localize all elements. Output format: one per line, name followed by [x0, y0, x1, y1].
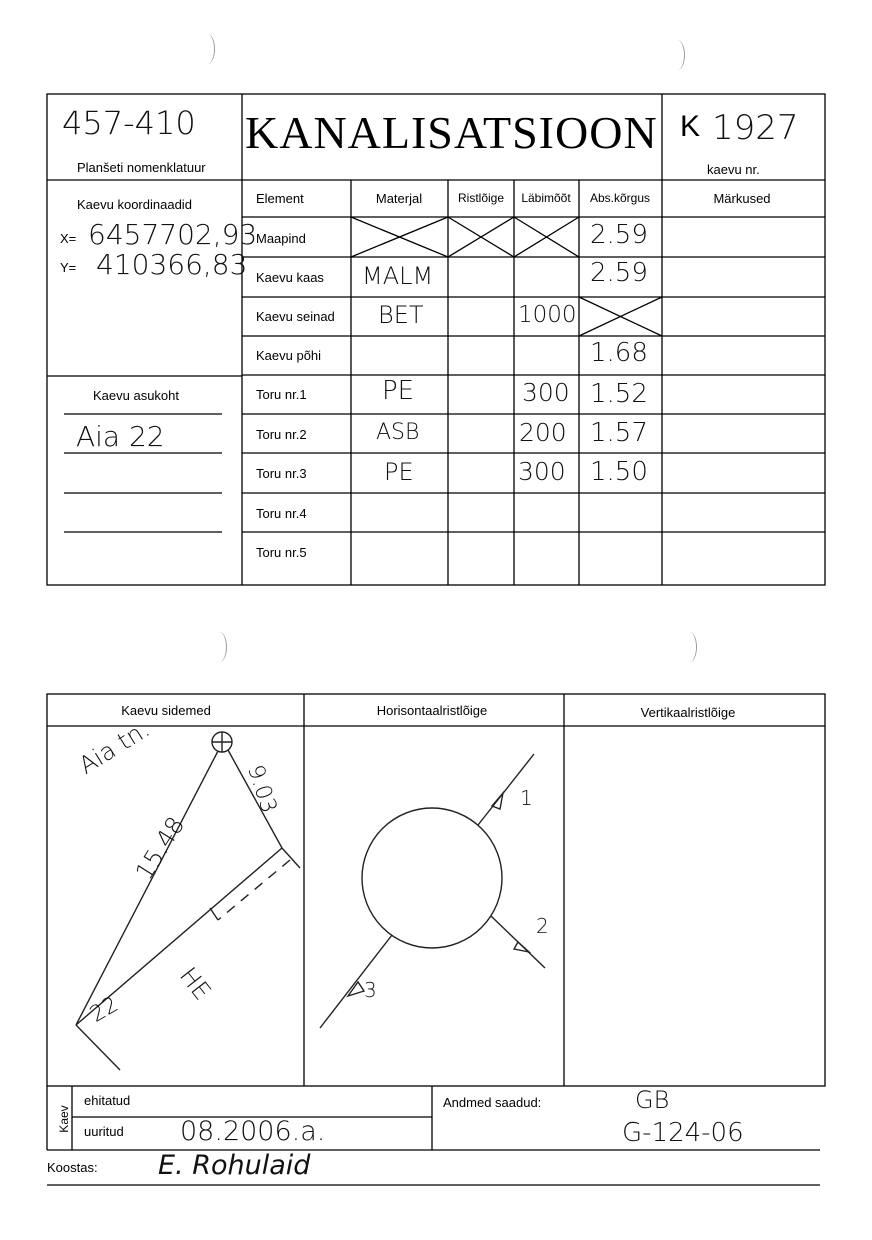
table-row-element: Toru nr.5 — [256, 545, 307, 560]
cell-materjal: MALM — [362, 262, 434, 290]
table-row-element: Kaevu põhi — [256, 348, 322, 363]
cell-labimoot: 300 — [522, 378, 570, 407]
pipe-number-3: 3 — [364, 978, 377, 1002]
pipe-number-1: 1 — [520, 786, 533, 810]
cell-labimoot: 1000 — [518, 302, 577, 328]
horizontal-section-header: Horisontaalristlõige — [376, 703, 488, 718]
cell-materjal: BET — [378, 301, 424, 329]
y-coordinate-value: 410366,83 — [96, 248, 248, 281]
cell-abs-korgus: 1.57 — [590, 418, 648, 448]
distance-long-label: 15.48 — [130, 811, 191, 885]
nomenclature-value: 457-410 — [62, 104, 196, 142]
cell-abs-korgus: 1.52 — [590, 379, 648, 409]
column-header-element: Element — [256, 191, 304, 206]
compiled-value: E. Rohulaid — [158, 1150, 311, 1181]
distance-short-label: 9.03 — [242, 762, 282, 817]
column-header-materjal: Materjal — [375, 191, 423, 206]
table-row-element: Toru nr.3 — [256, 466, 307, 481]
column-header-labimoot: Läbimõõt — [521, 191, 571, 205]
well-number-label: kaevu nr. — [707, 162, 760, 177]
street-label: Aia tn. — [74, 714, 155, 780]
cell-abs-korgus: 1.68 — [590, 338, 648, 368]
well-prefix: K — [680, 110, 701, 143]
cell-abs-korgus: 2.59 — [590, 220, 648, 250]
table-row-element: Kaevu kaas — [256, 270, 324, 285]
cell-labimoot: 300 — [518, 457, 566, 486]
cell-materjal: PE — [384, 458, 414, 486]
column-header-ristloige: Ristlõige — [457, 191, 505, 205]
location-label: Kaevu asukoht — [93, 388, 180, 403]
compiled-label: Koostas: — [47, 1160, 98, 1175]
well-number: 1927 — [712, 108, 799, 148]
column-header-markused: Märkused — [713, 191, 771, 206]
nomenclature-label: Planšeti nomenklatuur — [77, 160, 206, 175]
location-value: Aia 22 — [76, 420, 165, 453]
cell-labimoot: 200 — [519, 418, 567, 447]
vertical-section-header: Vertikaalristlõige — [640, 705, 736, 720]
column-header-abs-korgus: Abs.kõrgus — [589, 191, 651, 205]
cell-materjal: ASB — [376, 420, 420, 445]
cell-abs-korgus: 1.50 — [590, 457, 648, 487]
source-line-2: G-124-06 — [622, 1118, 744, 1148]
surveyed-label: uuritud — [84, 1124, 124, 1139]
source-line-1: GB — [635, 1086, 670, 1114]
horizontal-section-sketch — [320, 754, 545, 1028]
x-coordinate-prefix: X= — [60, 231, 77, 246]
table-row-element: Kaevu seinad — [256, 309, 335, 324]
house-number-label: 22 — [86, 992, 123, 1028]
table-row-element: Toru nr.2 — [256, 427, 307, 442]
cell-materjal: PE — [382, 376, 415, 406]
side-label: Kaev — [57, 1105, 71, 1133]
table-row-element: Toru nr.4 — [256, 506, 307, 521]
pipe-number-2: 2 — [536, 914, 549, 938]
built-label: ehitatud — [84, 1093, 131, 1108]
table-row-element: Maapind — [256, 231, 306, 246]
source-label: Andmed saadud: — [443, 1095, 542, 1110]
page-title: KANALISATSIOON — [245, 107, 658, 158]
y-coordinate-prefix: Y= — [60, 260, 77, 275]
cell-abs-korgus: 2.59 — [590, 258, 648, 288]
table-row-element: Toru nr.1 — [256, 387, 307, 402]
coordinates-label: Kaevu koordinaadid — [77, 197, 192, 212]
building-mark-label: HE — [173, 962, 217, 1006]
x-coordinate-value: 6457702,93 — [88, 218, 258, 251]
surveyed-value: 08.2006.a. — [180, 1116, 326, 1147]
ties-header: Kaevu sidemed — [121, 703, 211, 718]
